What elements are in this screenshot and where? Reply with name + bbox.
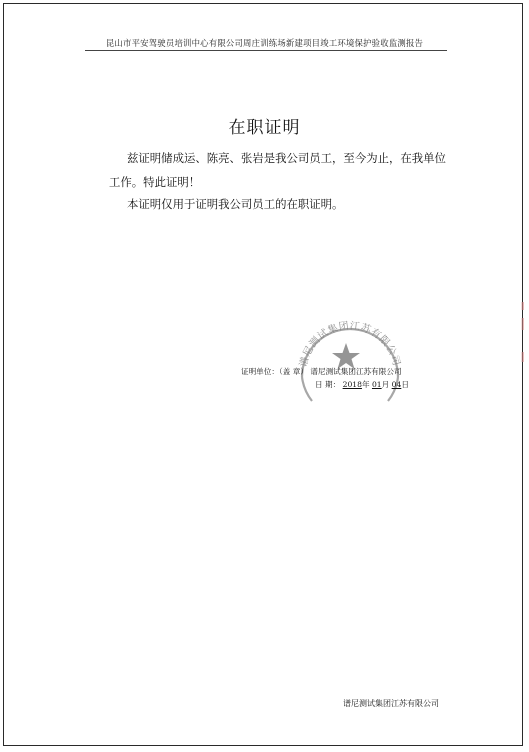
certificate-line-2: 工作。特此证明！: [109, 175, 201, 189]
date-month-unit: 月: [381, 380, 390, 389]
date-year-unit: 年: [361, 380, 370, 389]
issuer-name: 谱尼测试集团江苏有限公司: [310, 367, 402, 376]
date-day-unit: 日: [401, 380, 409, 389]
report-header: 昆山市平安驾驶员培训中心有限公司周庄训练场新建项目竣工环境保护验收监测报告: [105, 38, 424, 48]
issue-date: [315, 379, 409, 390]
issuer-line: [241, 366, 402, 377]
seal-text: 谱尼测试集团江苏有限公司: [298, 320, 402, 369]
certificate-line-3: 本证明仅用于证明我公司员工的在职证明。: [127, 197, 344, 211]
date-year: 2018: [342, 380, 362, 389]
date-label: 日 期：: [315, 380, 341, 389]
issuer-label: 证明单位：（盖 章）: [241, 367, 308, 376]
company-seal: [290, 317, 408, 411]
date-month: 01: [371, 380, 382, 389]
certificate-title: 在职证明: [228, 118, 301, 138]
footer-company: 谱尼测试集团江苏有限公司: [343, 699, 439, 708]
header-rule: [85, 50, 447, 51]
edge-stamp-fragment: [521, 300, 526, 370]
date-day: 04: [391, 380, 402, 389]
certificate-line-1: 兹证明储成运、陈亮、张岩是我公司员工，至今为止，在我单位: [127, 151, 446, 165]
